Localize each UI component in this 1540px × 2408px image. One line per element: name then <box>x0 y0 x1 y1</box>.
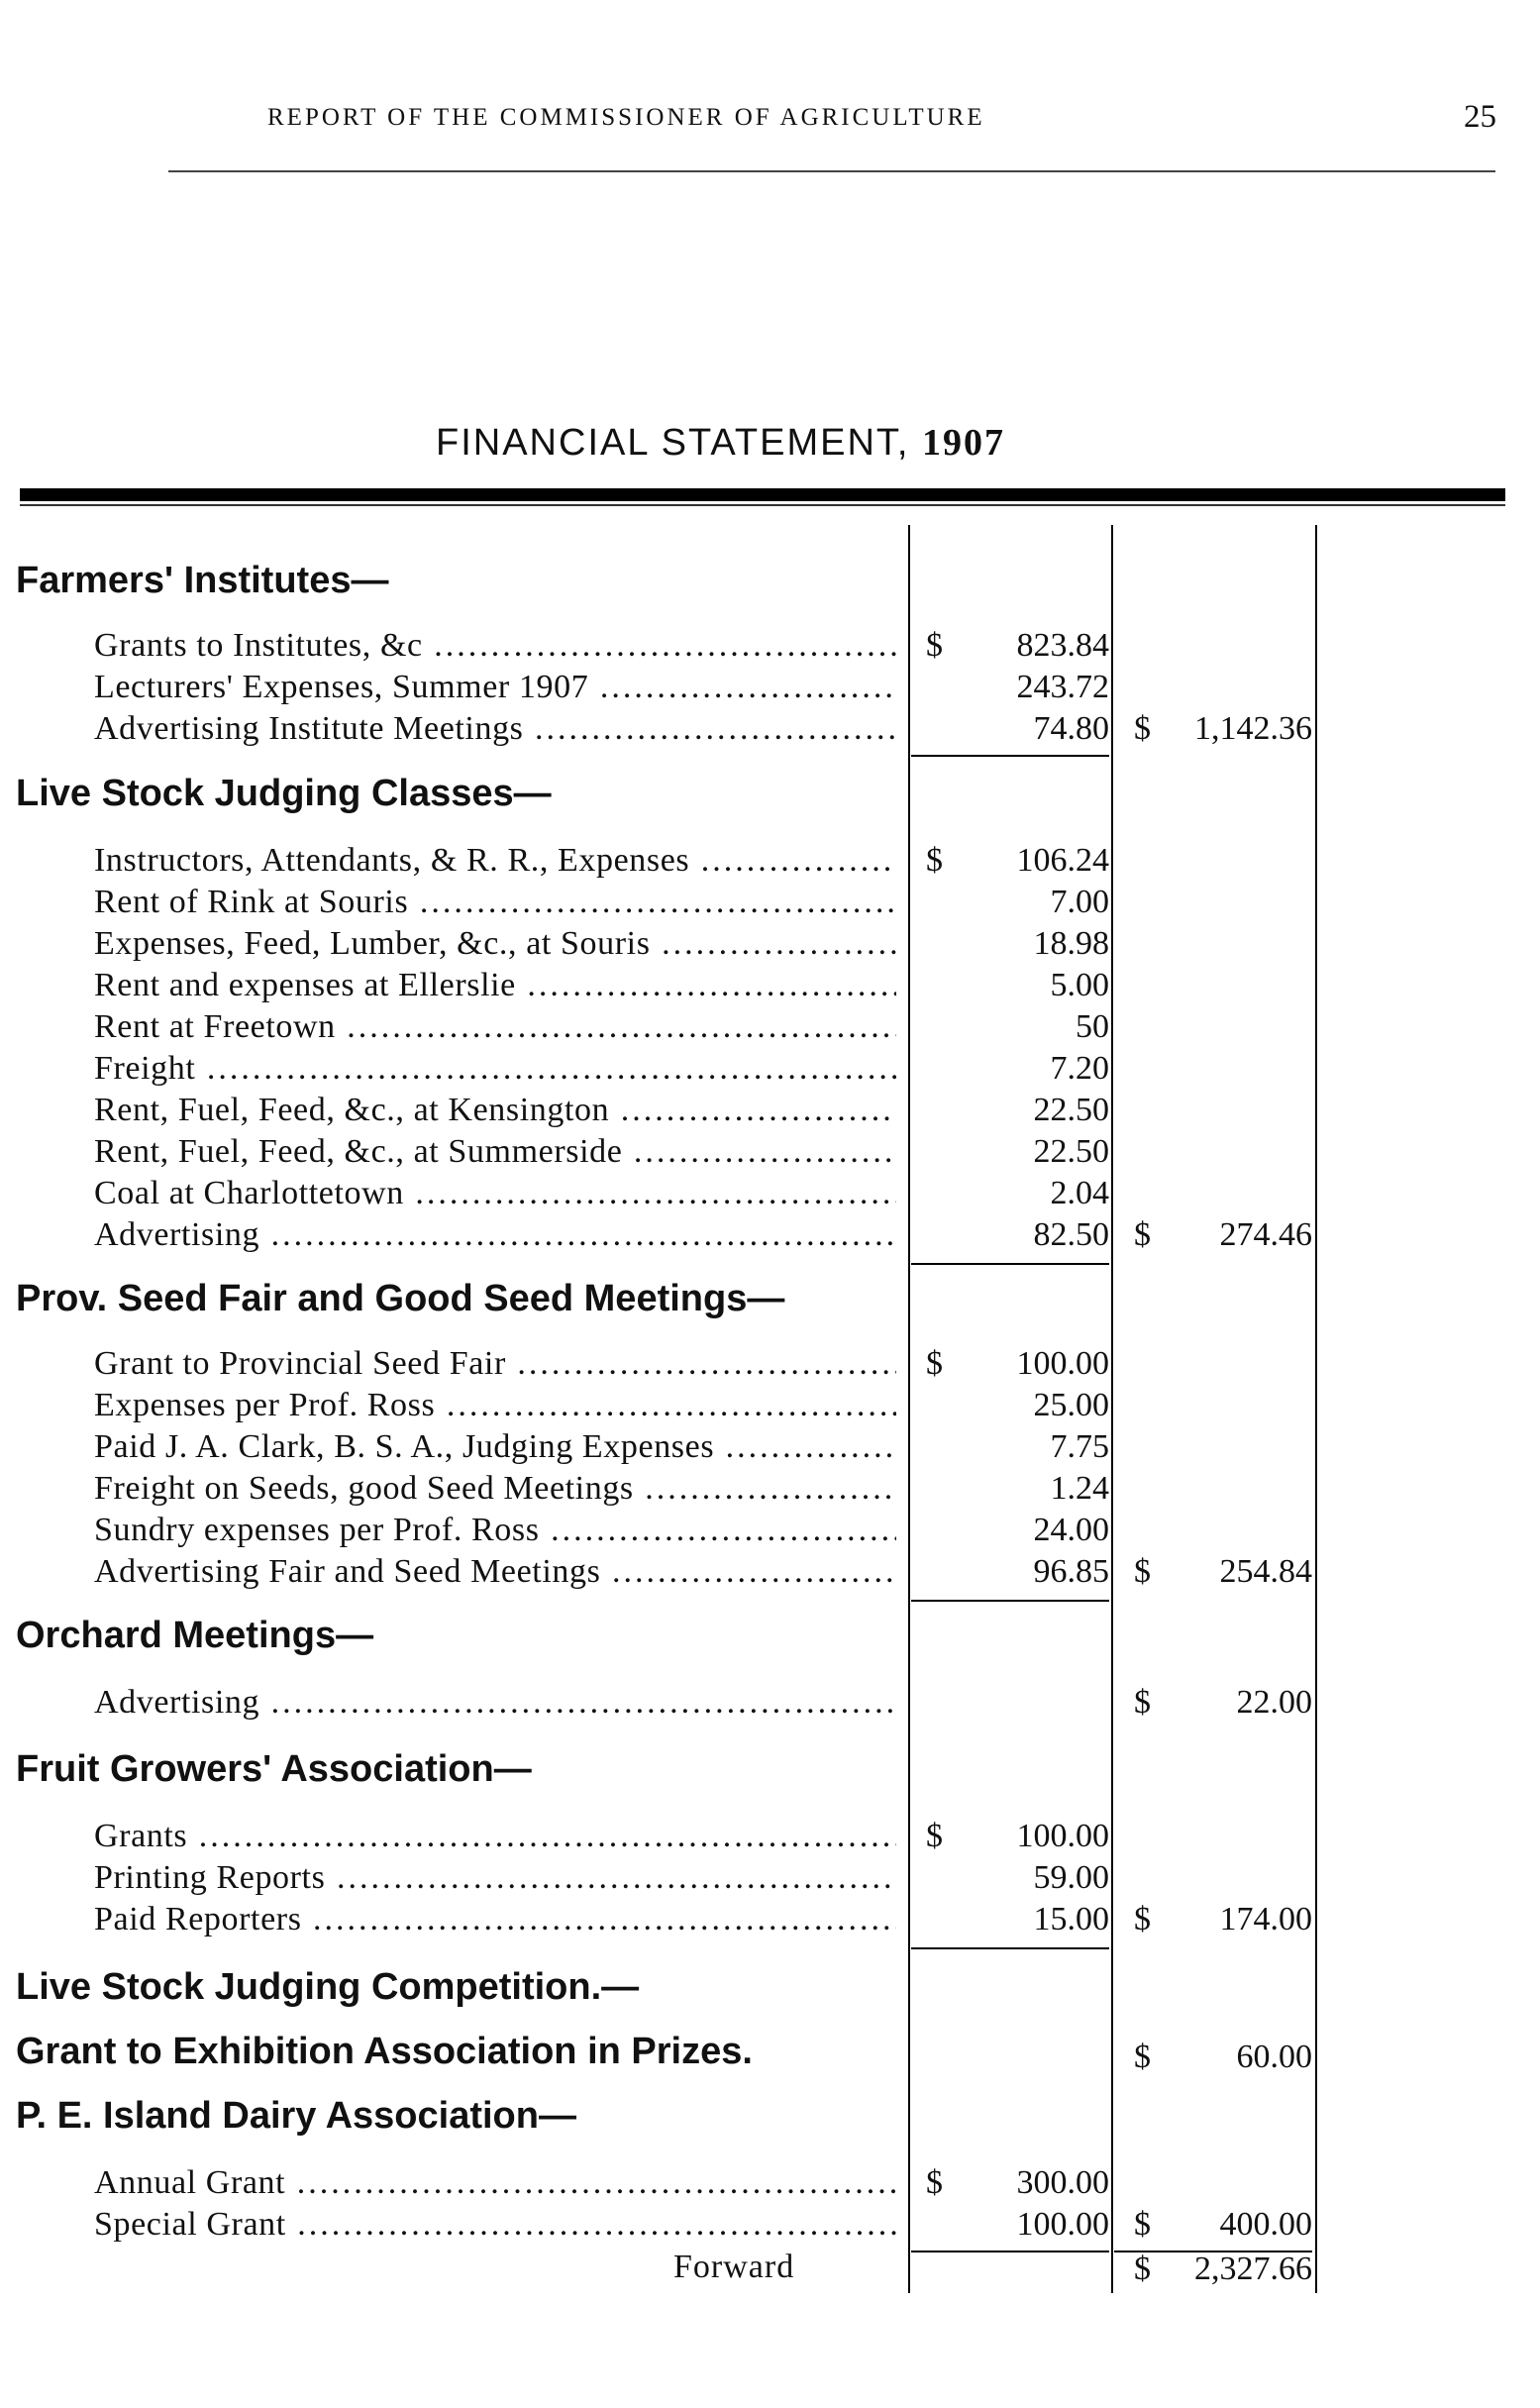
line-item <box>94 967 896 1004</box>
line-item <box>94 884 896 921</box>
line-item-label: Rent, Fuel, Feed, &c., at Kensington <box>94 1092 610 1128</box>
line-item <box>94 1345 896 1383</box>
line-item-label: Advertising <box>94 1684 260 1721</box>
line-item-label: Paid J. A. Clark, B. S. A., Judging Expenses <box>94 1428 715 1465</box>
line-item-label: Annual Grant <box>94 2164 286 2201</box>
title-rule-thick <box>20 488 1505 501</box>
line-item-label: Freight on Seeds, good Seed Meetings <box>94 1470 634 1507</box>
section-heading-dairy-association: P. E. Island Dairy Association— <box>16 2095 576 2137</box>
line-item-label: Expenses, Feed, Lumber, &c., at Souris <box>94 925 651 962</box>
line-item <box>94 1008 896 1046</box>
line-item-amount: 18.98 <box>1033 925 1109 962</box>
section-heading-live-stock-judging-classes: Live Stock Judging Classes— <box>16 773 552 814</box>
line-item <box>94 1092 896 1129</box>
line-item <box>94 669 896 706</box>
section-total: 174.00 <box>1219 1901 1312 1937</box>
subtotal-rule <box>911 2251 1109 2252</box>
section-total: 60.00 <box>1236 2039 1312 2075</box>
line-item-amount: 22.50 <box>1033 1092 1109 1128</box>
subtotal-rule <box>911 1263 1109 1265</box>
section-heading-orchard-meetings: Orchard Meetings— <box>16 1615 374 1656</box>
section-total-dollar: $ <box>1134 1216 1151 1253</box>
line-item-amount: 15.00 <box>1033 1901 1109 1937</box>
column-divider-left <box>908 525 910 2293</box>
header-rule <box>168 170 1495 172</box>
line-item-amount: 2.04 <box>1050 1175 1109 1211</box>
line-item <box>94 1216 896 1254</box>
statement-title <box>436 421 1005 465</box>
line-item <box>94 1818 896 1855</box>
line-item-amount: 300.00 <box>1016 2164 1109 2201</box>
statement-title-text: FINANCIAL STATEMENT, <box>436 422 923 464</box>
line-item <box>94 925 896 963</box>
line-item-amount: 24.00 <box>1033 1512 1109 1548</box>
line-item-label: Expenses per Prof. Ross <box>94 1387 436 1423</box>
line-item-label: Sundry expenses per Prof. Ross <box>94 1512 540 1548</box>
running-head: REPORT OF THE COMMISSIONER OF AGRICULTURE <box>267 104 985 131</box>
line-item <box>94 1133 896 1171</box>
line-item-label: Special Grant <box>94 2206 286 2243</box>
section-heading-farmers-institutes: Farmers' Institutes— <box>16 560 389 601</box>
line-item-amount: 100.00 <box>1016 1345 1109 1382</box>
line-item-amount: 22.50 <box>1033 1133 1109 1170</box>
line-item <box>94 1901 896 1938</box>
line-item-amount: 7.75 <box>1050 1428 1109 1465</box>
line-item-label: Instructors, Attendants, & R. R., Expenses <box>94 842 690 879</box>
line-item-amount: 7.00 <box>1050 884 1109 920</box>
line-item-amount: 7.20 <box>1050 1050 1109 1087</box>
forward-total: 2,327.66 <box>1194 2251 1312 2287</box>
line-item-label: Paid Reporters <box>94 1901 302 1937</box>
line-item-label: Freight <box>94 1050 196 1087</box>
line-item-amount: 59.00 <box>1033 1859 1109 1896</box>
column-divider-middle <box>1111 525 1113 2293</box>
forward-total-dollar: $ <box>1134 2251 1151 2287</box>
dollar-sign: $ <box>926 627 943 664</box>
title-rule-thin <box>20 504 1505 506</box>
subtotal-rule <box>911 1947 1109 1949</box>
line-item-label: Grants to Institutes, &c <box>94 627 423 664</box>
line-item-label: Advertising Institute Meetings <box>94 710 524 747</box>
line-item-label: Printing Reports <box>94 1859 326 1896</box>
line-item <box>94 627 896 665</box>
line-item-amount: 100.00 <box>1016 1818 1109 1854</box>
line-item <box>94 842 896 880</box>
section-total: 254.84 <box>1219 1553 1312 1590</box>
line-item <box>94 1553 896 1591</box>
line-item-label: Rent, Fuel, Feed, &c., at Summerside <box>94 1133 623 1170</box>
section-total-dollar: $ <box>1134 2206 1151 2243</box>
line-item-amount: 50 <box>1076 1008 1109 1045</box>
line-item <box>94 1387 896 1424</box>
line-item-amount: 106.24 <box>1016 842 1109 879</box>
column-divider-right <box>1315 525 1317 2293</box>
subtotal-rule <box>911 1600 1109 1602</box>
dollar-sign: $ <box>926 2164 943 2201</box>
line-item-label: Advertising Fair and Seed Meetings <box>94 1553 601 1590</box>
section-total: 22.00 <box>1236 1684 1312 1721</box>
dollar-sign: $ <box>926 842 943 879</box>
line-item-amount: 243.72 <box>1016 669 1109 705</box>
line-item <box>94 1684 896 1722</box>
line-item <box>94 710 896 748</box>
line-item <box>94 1050 896 1088</box>
line-item-label: Grants <box>94 1818 188 1854</box>
section-total-dollar: $ <box>1134 710 1151 747</box>
line-item-label: Rent of Rink at Souris <box>94 884 409 920</box>
line-item-amount: 96.85 <box>1033 1553 1109 1590</box>
line-item-label: Grant to Provincial Seed Fair <box>94 1345 506 1382</box>
line-item-amount: 5.00 <box>1050 967 1109 1003</box>
line-item <box>94 1428 896 1466</box>
section-heading-fruit-growers: Fruit Growers' Association— <box>16 1748 532 1790</box>
dollar-sign: $ <box>926 1345 943 1382</box>
line-item <box>94 1512 896 1549</box>
section-total: 274.46 <box>1219 1216 1312 1253</box>
line-item-amount: 82.50 <box>1033 1216 1109 1253</box>
line-item <box>94 2206 896 2244</box>
section-total-dollar: $ <box>1134 1553 1151 1590</box>
section-heading-exhibition-grant: Grant to Exhibition Association in Prizes. <box>16 2031 753 2072</box>
dollar-sign: $ <box>926 1818 943 1854</box>
section-heading-seed-fair: Prov. Seed Fair and Good Seed Meetings— <box>16 1278 785 1319</box>
line-item-label: Advertising <box>94 1216 260 1253</box>
section-heading-live-stock-competition: Live Stock Judging Competition.— <box>16 1966 640 2008</box>
line-item-label: Coal at Charlottetown <box>94 1175 404 1211</box>
line-item-amount: 25.00 <box>1033 1387 1109 1423</box>
line-item <box>94 1470 896 1508</box>
section-total-dollar: $ <box>1134 1901 1151 1937</box>
line-item-label: Rent and expenses at Ellerslie <box>94 967 516 1003</box>
line-item-amount: 823.84 <box>1016 627 1109 664</box>
line-item-label: Lecturers' Expenses, Summer 1907 <box>94 669 589 705</box>
line-item <box>94 1859 896 1897</box>
line-item-amount: 100.00 <box>1016 2206 1109 2243</box>
line-item-label: Rent at Freetown <box>94 1008 336 1045</box>
page-number: 25 <box>1464 99 1496 135</box>
line-item <box>94 2164 896 2202</box>
line-item <box>94 1175 896 1212</box>
section-total-dollar: $ <box>1134 1684 1151 1721</box>
statement-title-year: 1907 <box>922 422 1006 464</box>
line-item-amount: 1.24 <box>1050 1470 1109 1507</box>
forward-label: Forward <box>673 2249 795 2285</box>
line-item-amount: 74.80 <box>1033 710 1109 747</box>
subtotal-rule <box>911 755 1109 757</box>
section-total: 1,142.36 <box>1194 710 1312 747</box>
section-total-dollar: $ <box>1134 2039 1151 2075</box>
section-total: 400.00 <box>1219 2206 1312 2243</box>
